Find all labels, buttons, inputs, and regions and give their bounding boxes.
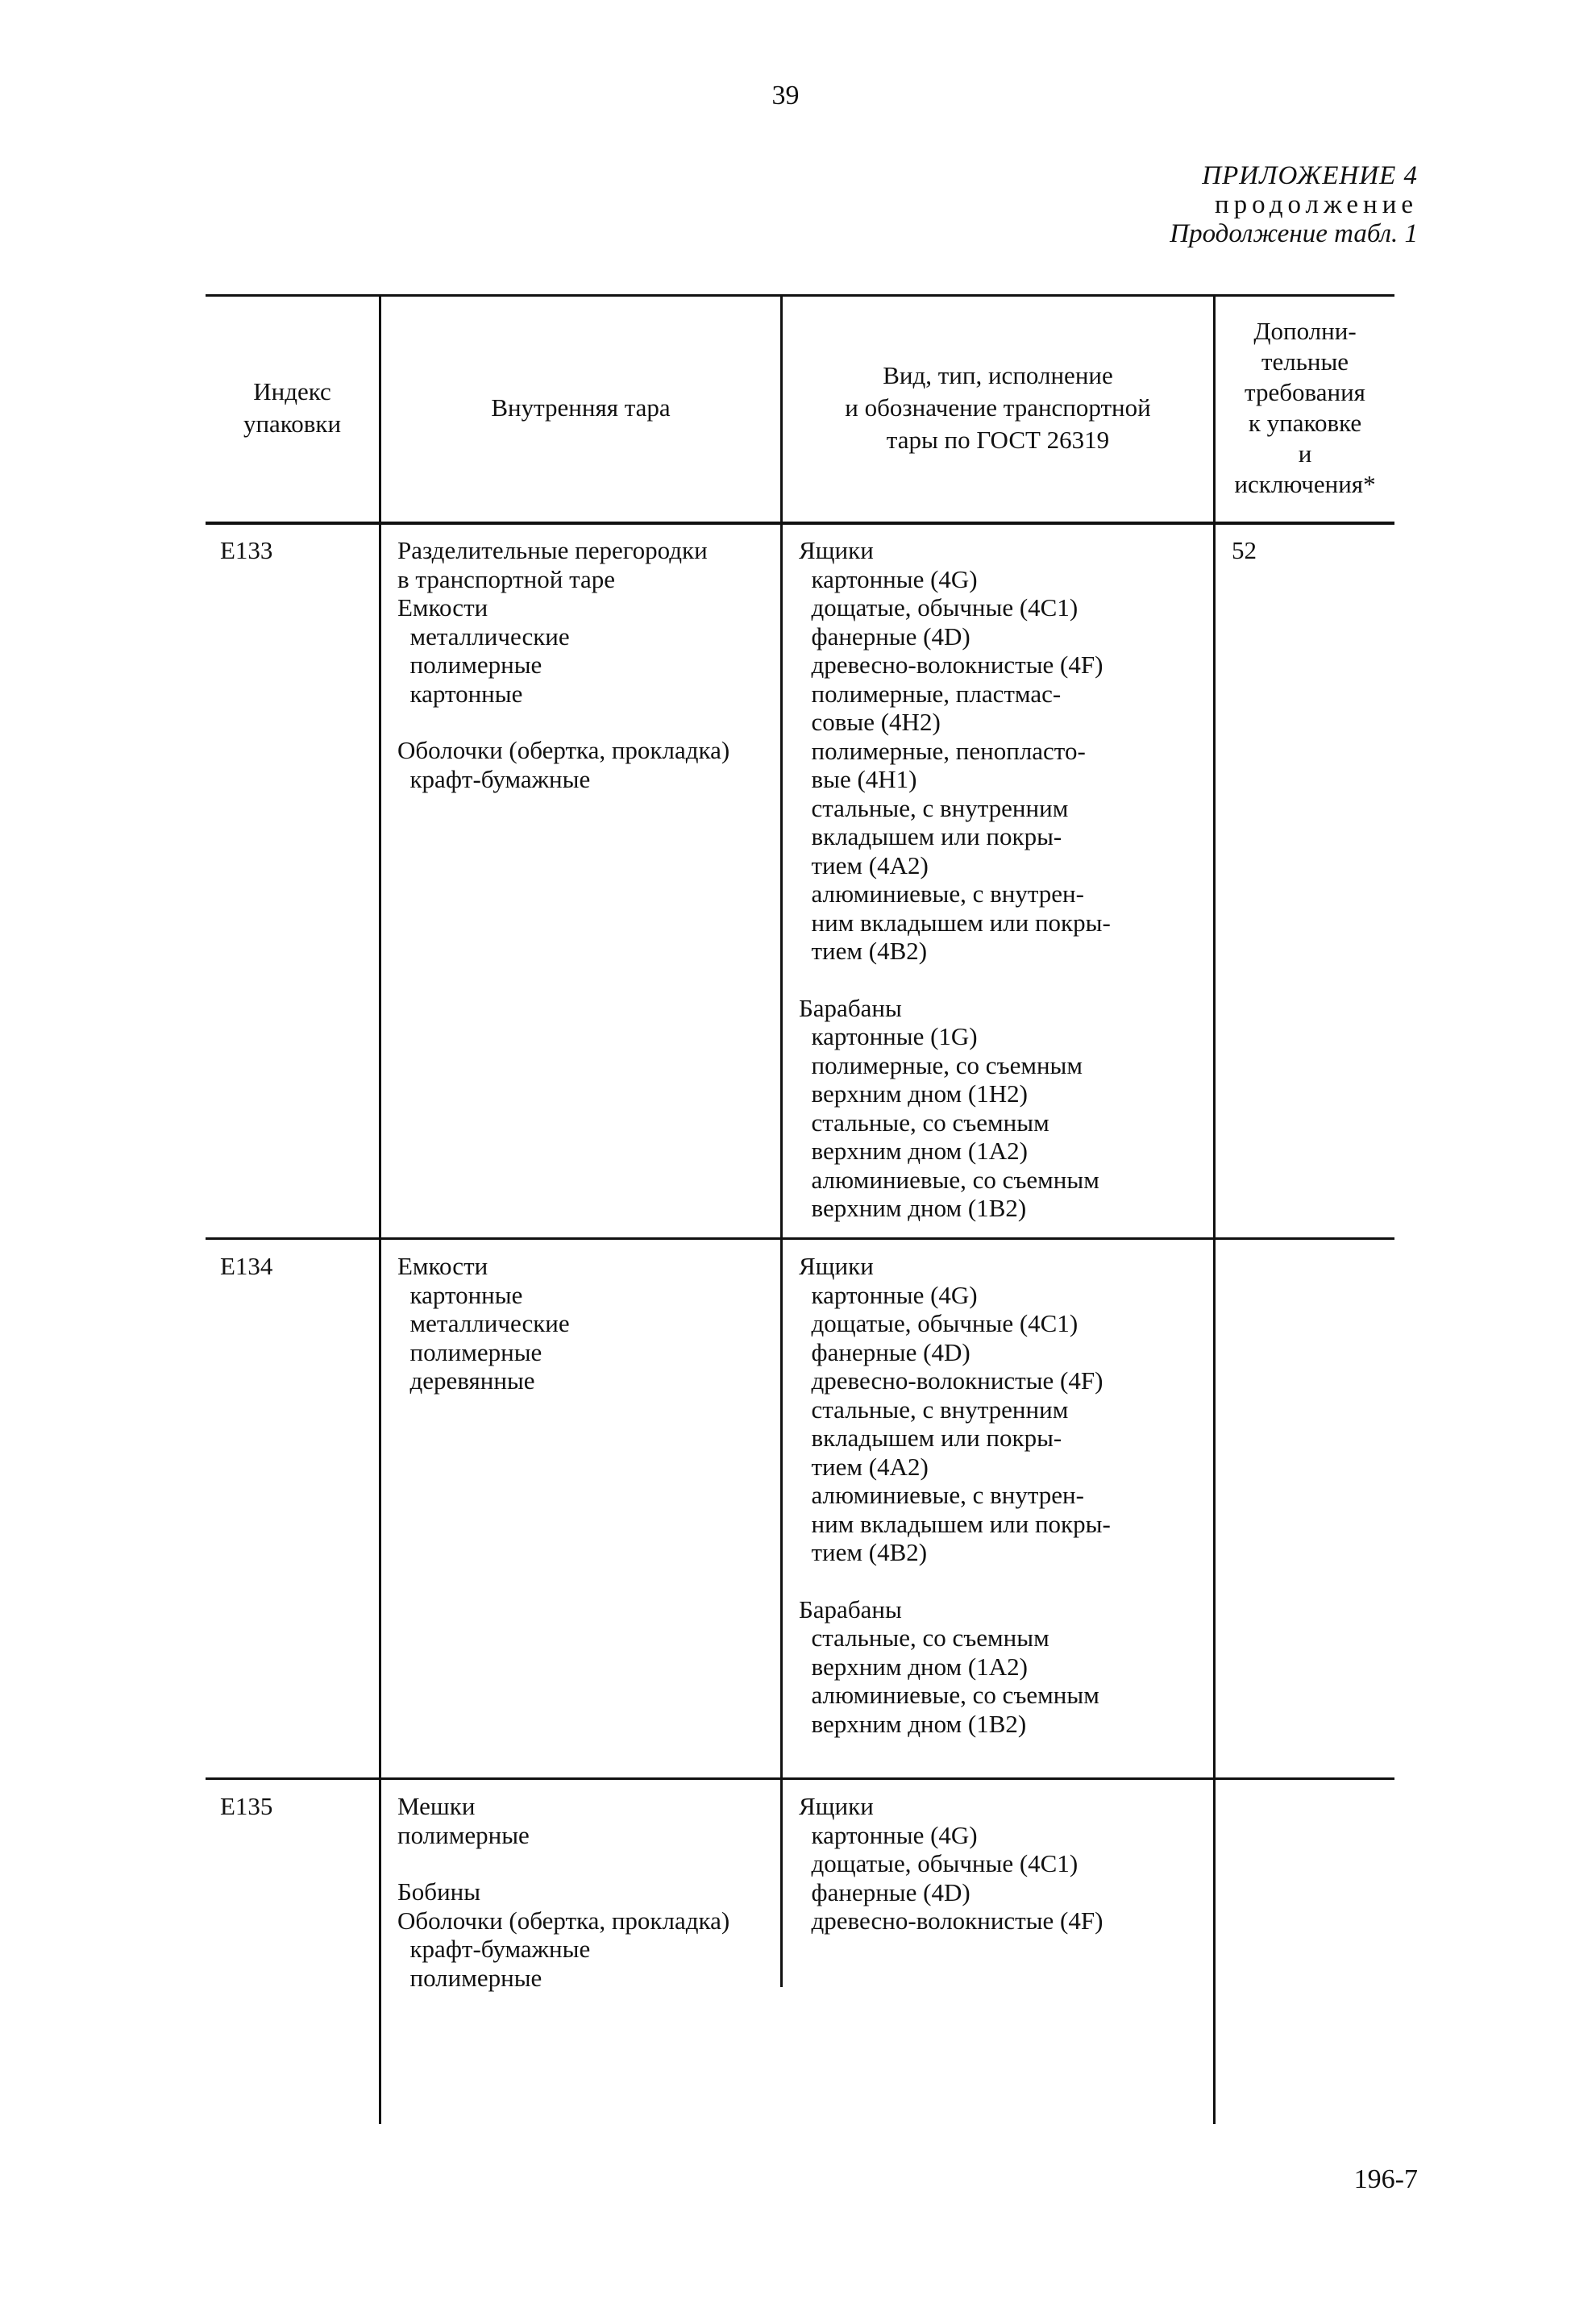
cell-line: полимерные bbox=[397, 1337, 542, 1366]
row-e134-index: E134 bbox=[220, 1252, 273, 1280]
cell-line: полимерные, пенопласто- bbox=[799, 736, 1086, 765]
header-transport-line: Вид, тип, исполнение bbox=[883, 361, 1113, 389]
column-divider bbox=[780, 294, 783, 1987]
cell-line: картонные (4G) bbox=[799, 564, 978, 593]
cell-line: крафт-бумажные bbox=[397, 764, 591, 793]
cell-line: верхним дном (1H2) bbox=[799, 1079, 1028, 1108]
cell-line: Бобины bbox=[397, 1877, 481, 1906]
cell-line: Ящики bbox=[799, 536, 874, 564]
cell-line: тием (4A2) bbox=[799, 1452, 929, 1481]
cell-line: полимерные, со съемным bbox=[799, 1050, 1083, 1079]
cell-line: совые (4H2) bbox=[799, 708, 941, 736]
cell-line: Ящики bbox=[799, 1252, 874, 1280]
cell-line: Оболочки (обертка, прокладка) bbox=[397, 1906, 730, 1935]
cell-line: Емкости bbox=[397, 1252, 488, 1280]
cell-line: полимерные bbox=[397, 651, 542, 679]
cell-line: верхним дном (1A2) bbox=[799, 1137, 1028, 1165]
cell-line: дощатые, обычные (4C1) bbox=[799, 1849, 1079, 1877]
header-extra-line: Дополни- bbox=[1253, 317, 1357, 345]
cell-line: Барабаны bbox=[799, 1594, 902, 1623]
footer-code: 196-7 bbox=[1353, 2164, 1418, 2194]
cell-line: верхним дном (1B2) bbox=[799, 1194, 1027, 1222]
header-inner-line: Внутренняя тара bbox=[491, 393, 671, 422]
cell-line bbox=[397, 1849, 729, 1877]
cell-line: фанерные (4D) bbox=[799, 1877, 970, 1906]
column-divider bbox=[379, 294, 381, 2124]
cell-line: вкладышем или покры- bbox=[799, 822, 1062, 850]
row-e135-index: E135 bbox=[220, 1792, 273, 1820]
header-index bbox=[206, 294, 379, 522]
header-extra-line: исключения* bbox=[1234, 470, 1376, 498]
cell-line: верхним дном (1A2) bbox=[799, 1652, 1028, 1681]
row-e134-transport bbox=[799, 1252, 1111, 1738]
appendix-continuation: продолжение bbox=[1214, 190, 1418, 219]
cell-line bbox=[397, 708, 729, 736]
cell-line: картонные (4G) bbox=[799, 1820, 978, 1849]
cell-line: верхним дном (1B2) bbox=[799, 1709, 1027, 1738]
cell-line: стальные, со съемным bbox=[799, 1623, 1049, 1652]
header-extra-requirements bbox=[1216, 294, 1394, 522]
row-divider bbox=[206, 1777, 1394, 1780]
cell-line: Оболочки (обертка, прокладка) bbox=[397, 736, 730, 764]
cell-line: дощатые, обычные (4C1) bbox=[799, 593, 1079, 622]
row-e135-transport bbox=[799, 1792, 1103, 1935]
cell-line: металлические bbox=[397, 1309, 570, 1337]
header-bottom-rule bbox=[206, 522, 1394, 525]
header-extra-line: и bbox=[1298, 439, 1312, 468]
header-transport-line: и обозначение транспортной bbox=[845, 393, 1151, 422]
cell-line: Ящики bbox=[799, 1792, 874, 1820]
cell-line: фанерные (4D) bbox=[799, 1337, 970, 1366]
cell-line: алюминиевые, с внутрен- bbox=[799, 1481, 1084, 1509]
row-e133-index: E133 bbox=[220, 536, 273, 564]
cell-line: древесно-волокнистые (4F) bbox=[799, 1906, 1103, 1935]
header-transport-packaging bbox=[783, 294, 1213, 522]
cell-line: картонные bbox=[397, 1280, 523, 1309]
header-index-line: Индекс bbox=[253, 377, 331, 405]
row-divider bbox=[206, 1237, 1394, 1240]
cell-line: полимерные, пластмас- bbox=[799, 679, 1062, 708]
row-e134-inner bbox=[397, 1252, 570, 1395]
cell-line bbox=[799, 966, 1111, 994]
cell-line bbox=[799, 1567, 1111, 1595]
header-index-line: упаковки bbox=[243, 410, 342, 438]
cell-line: вые (4H1) bbox=[799, 765, 917, 793]
column-divider bbox=[1213, 294, 1216, 2124]
cell-line: ним вкладышем или покры- bbox=[799, 908, 1111, 937]
header-extra-line: требования bbox=[1245, 378, 1365, 406]
cell-line: в транспортной таре bbox=[397, 564, 616, 593]
cell-line: металлические bbox=[397, 622, 570, 651]
cell-line: древесно-волокнистые (4F) bbox=[799, 1366, 1103, 1395]
cell-line: ним вкладышем или покры- bbox=[799, 1509, 1111, 1538]
cell-line: Разделительные перегородки bbox=[397, 536, 708, 564]
row-e133-inner bbox=[397, 536, 729, 793]
cell-line: древесно-волокнистые (4F) bbox=[799, 651, 1103, 679]
cell-line: Емкости bbox=[397, 593, 488, 622]
cell-line: картонные bbox=[397, 679, 523, 708]
header-extra-line: к упаковке bbox=[1248, 409, 1362, 437]
cell-line: алюминиевые, с внутрен- bbox=[799, 879, 1084, 908]
row-e133-transport bbox=[799, 536, 1111, 1223]
cell-line: картонные (4G) bbox=[799, 1280, 978, 1309]
row-e133-extra: 52 bbox=[1232, 536, 1257, 564]
header-inner-packaging bbox=[381, 294, 780, 522]
cell-line: картонные (1G) bbox=[799, 1022, 978, 1050]
cell-line: Барабаны bbox=[799, 993, 902, 1022]
cell-line: полимерные bbox=[397, 1963, 542, 1992]
cell-line: тием (4B2) bbox=[799, 1538, 928, 1566]
cell-line: вкладышем или покры- bbox=[799, 1424, 1062, 1452]
header-transport-line: тары по ГОСТ 26319 bbox=[886, 426, 1110, 454]
appendix-title: ПРИЛОЖЕНИЕ 4 bbox=[1202, 161, 1418, 190]
table-continuation-label: Продолжение табл. 1 bbox=[1170, 219, 1418, 248]
cell-line: алюминиевые, со съемным bbox=[799, 1681, 1099, 1709]
cell-line: стальные, с внутренним bbox=[799, 1395, 1069, 1424]
cell-line: Мешки bbox=[397, 1792, 476, 1820]
cell-line: тием (4B2) bbox=[799, 937, 928, 965]
appendix-header bbox=[1170, 161, 1418, 248]
page-number: 39 bbox=[771, 81, 800, 110]
cell-line: стальные, с внутренним bbox=[799, 793, 1069, 822]
cell-line: дощатые, обычные (4C1) bbox=[799, 1309, 1079, 1337]
cell-line: стальные, со съемным bbox=[799, 1108, 1049, 1137]
cell-line: алюминиевые, со съемным bbox=[799, 1165, 1099, 1194]
header-extra-line: тельные bbox=[1261, 347, 1349, 376]
packaging-table bbox=[206, 294, 1394, 2124]
cell-line: фанерные (4D) bbox=[799, 622, 970, 651]
cell-line: полимерные bbox=[397, 1820, 530, 1849]
row-e135-inner bbox=[397, 1792, 729, 1992]
cell-line: тием (4A2) bbox=[799, 850, 929, 879]
cell-line: крафт-бумажные bbox=[397, 1935, 591, 1963]
cell-line: деревянные bbox=[397, 1366, 535, 1395]
